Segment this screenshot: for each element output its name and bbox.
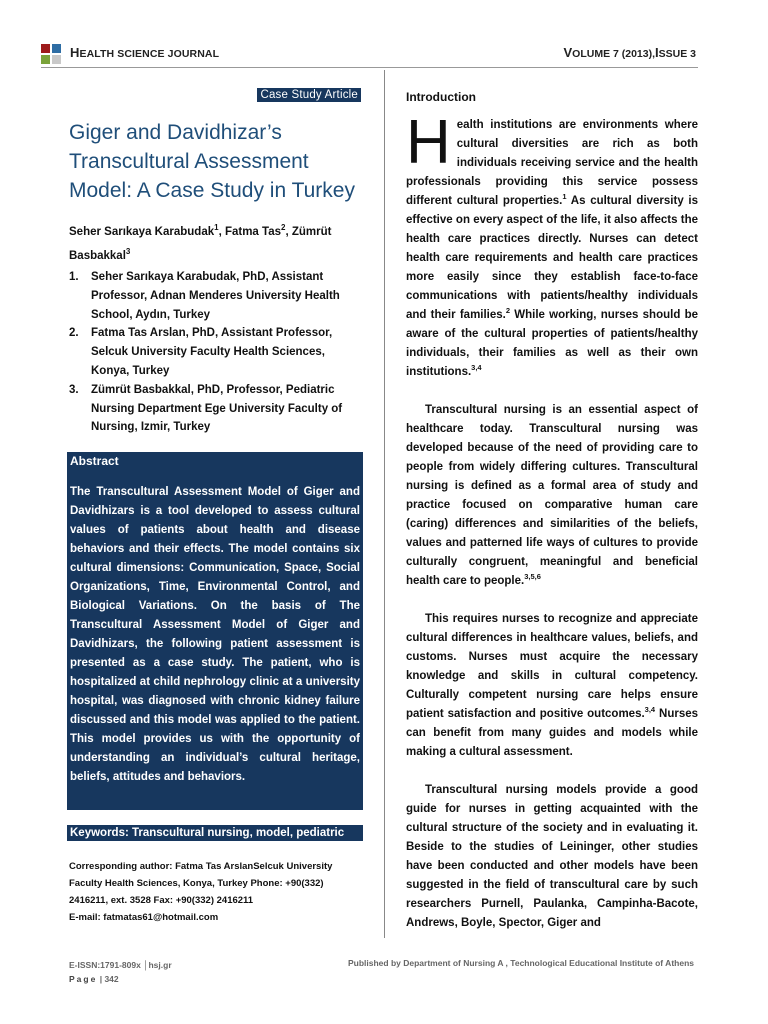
keywords-box: Keywords: Transcultural nursing, model, pediatric [67,825,363,841]
introduction-body [406,108,699,952]
publisher-text: Published by Department of Nursing A , Technological Educational Institute of Athens [347,958,694,968]
journal-logo-icon [41,44,63,66]
authors: Seher Sarıkaya Karabudak$^1$, Fatma Tas$^2$, Zümrüt Basbakkal$^3$ [69,223,332,262]
journal-name: HEALTH SCIENCE JOURNAL [70,45,220,60]
article-type-badge: Case Study Article [257,88,361,102]
page-number: | 342 [99,974,119,984]
introduction-heading: Introduction [406,90,476,104]
corresponding-author: Corresponding author: Fatma Tas ArslanSelcuk University Faculty Health Sciences, Konya, Turkey Phone: +90(332) 2416211, ext. 3528 Fax: +90(332) 2416211 E-mail: fatmatas61@hotmail.com [69,861,333,923]
affiliation-item: 1. Seher Sarıkaya Karabudak, PhD, Assistant Professor, Adnan Menderes University Health School, Aydın, Turkey [69,271,340,321]
affiliation-item: 3. Zümrüt Basbakkal, PhD, Professor, Pediatric Nursing Department Ege University Faculty of Nursing, Izmir, Turkey [69,383,343,434]
abstract-box [67,452,363,810]
issn-text: E-ISSN:1791-809x │hsj.gr [69,960,172,970]
paragraph: Transcultural nursing is an essential aspect of healthcare today. Transcultural nursing was developed because of the need of providing care to people from widely differing cultures. Transcultural nursing is defined as a formal area of study and practice focused on comparative human care (caring) differences and similarities of the beliefs, values and patterned life ways of cultures to provide culturally congruent, meaningful and beneficial health care to people.$^{3,5,6}$ [406,404,698,587]
paragraph: Transcultural nursing models provide a good guide for nurses in getting acquainted with the cultural structure of the society and in evaluating it. Beside to the studies of Leininger, other studies have been conducted and other models have been suggested in the field of transcultural care by such researchers Purnell, Paulanka, Campinha-Bacote, Andrews, Boyle, Spector, Giger and [406,784,698,929]
drop-cap: H [406,108,451,177]
volume-issue: VOLUME 7 (2013),ISSUE 3 [563,45,696,60]
affiliation-item: 2. Fatma Tas Arslan, PhD, Assistant Professor, Selcuk University Faculty Health Sciences, Konya, Turkey [69,327,333,377]
abstract-heading: Abstract [70,454,119,468]
article-title: Giger and Davidhizar’s Transcultural Assessment Model: A Case Study in Turkey [69,121,355,202]
abstract-text: The Transcultural Assessment Model of Giger and Davidhizars is a tool developed to assess cultural values of patients about health and disease behaviors and their effects. The model contains six cultural dimensions: Communication, Space, Social Organizations, Time, Environmental Control, and Biological Variations. On the basis of The Transcultural Assessment Model of Giger and Davidhizars, the following patient assessment is presented as a case study. The patient, who is hospitalized at child nephrology clinic at a university hospital, was diagnosed with chronic kidney failure discussed and this model was applied to the patient. This model provides us with the opportunity of understanding an individual’s cultural heritage, beliefs, attitudes and behaviors. [70,486,360,783]
affiliations-list [69,268,361,437]
footer-left [69,958,172,986]
page-label: Page [69,974,98,984]
column-divider [384,70,385,938]
paragraph: Health institutions are environments where cultural diversities are rich as both individuals receiving service and the health professionals providing this service possess different cultural properties.$^1$ As cultural diversity is effective on every aspect of the life, it also affects the health care practices directly. Nurses can detect health care requirements and health care practices more easily since they establish face-to-face communications with patients/healthy individuals and their families.$^2$ While working, nurses should be aware of the cultural properties of patients/healthy individuals, their families as well as their own institutions.$^{3,4}$ [406,108,699,378]
paragraph: This requires nurses to recognize and appreciate cultural differences in healthcare values, beliefs, and customs. Nurses must acquire the necessary knowledge and skills in cultural competency. Culturally competent nursing care helps ensure patient satisfaction and positive outcomes.$^{3,4}$ Nurses can benefit from many guides and models while making a cultural assessment. [406,613,699,758]
header-rule [41,67,698,68]
